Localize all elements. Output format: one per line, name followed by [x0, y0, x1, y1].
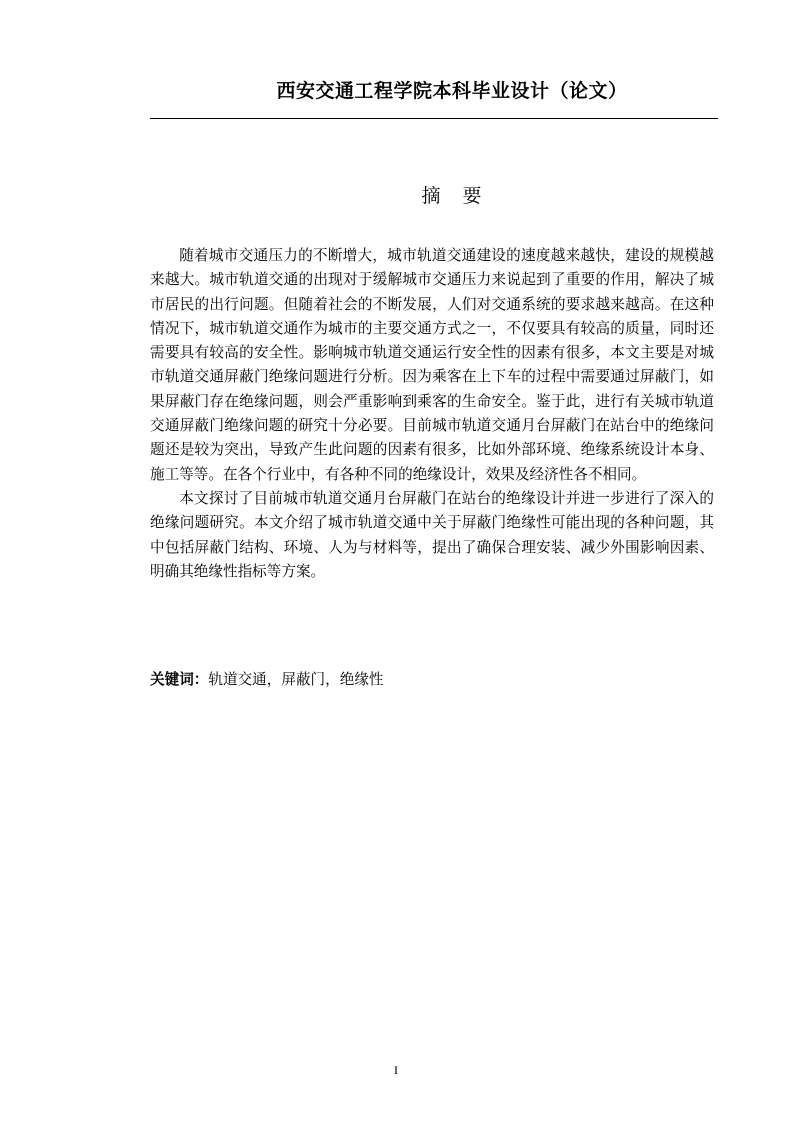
abstract-paragraph: 本文探讨了目前城市轨道交通月台屏蔽门在站台的绝缘设计并进一步进行了深入的绝缘问题研究。本文介绍了城市轨道交通中关于屏蔽门绝缘性可能出现的各种问题，其中包括屏蔽门结构、环境、人为与材料等，提出了确保合理安装、减少外围影响因素、明确其绝缘性指标等方案。 [150, 489, 714, 580]
document-header-title: 西安交通工程学院本科毕业设计（论文） [276, 80, 628, 102]
abstract-body [150, 244, 714, 584]
keywords-label: 关键词： [150, 671, 209, 688]
keywords-value: 轨道交通，屏蔽门，绝缘性 [208, 671, 384, 688]
keywords-line [150, 668, 710, 692]
header-divider [150, 118, 718, 119]
page-number: I [394, 1063, 398, 1077]
abstract-paragraph: 随着城市交通压力的不断增大，城市轨道交通建设的速度越来越快，建设的规模越来越大。城市轨道交通的出现对于缓解城市交通压力来说起到了重要的作用，解决了城市居民的出行问题。但随着社会的不断发展，人们对交通系统的要求越来越高。在这种情况下，城市轨道交通作为城市的主要交通方式之一，不仅要具有较高的质量，同时还需要具有较高的安全性。影响城市轨道交通运行安全性的因素有很多，本文主要是对城市轨道交通屏蔽门绝缘问题进行分析。因为乘客在上下车的过程中需要通过屏蔽门，如果屏蔽门存在绝缘问题，则会严重影响到乘客的生命安全。鉴于此，进行有关城市轨道交通屏蔽门绝缘问题的研究十分必要。目前城市轨道交通月台屏蔽门在站台中的绝缘问题还是较为突出，导致产生此问题的因素有很多，比如外部环境、绝缘系统设计本身、施工等等。在各个行业中，有各种不同的绝缘设计，效果及经济性各不相同。 [150, 247, 714, 483]
abstract-heading: 摘 要 [421, 185, 490, 207]
